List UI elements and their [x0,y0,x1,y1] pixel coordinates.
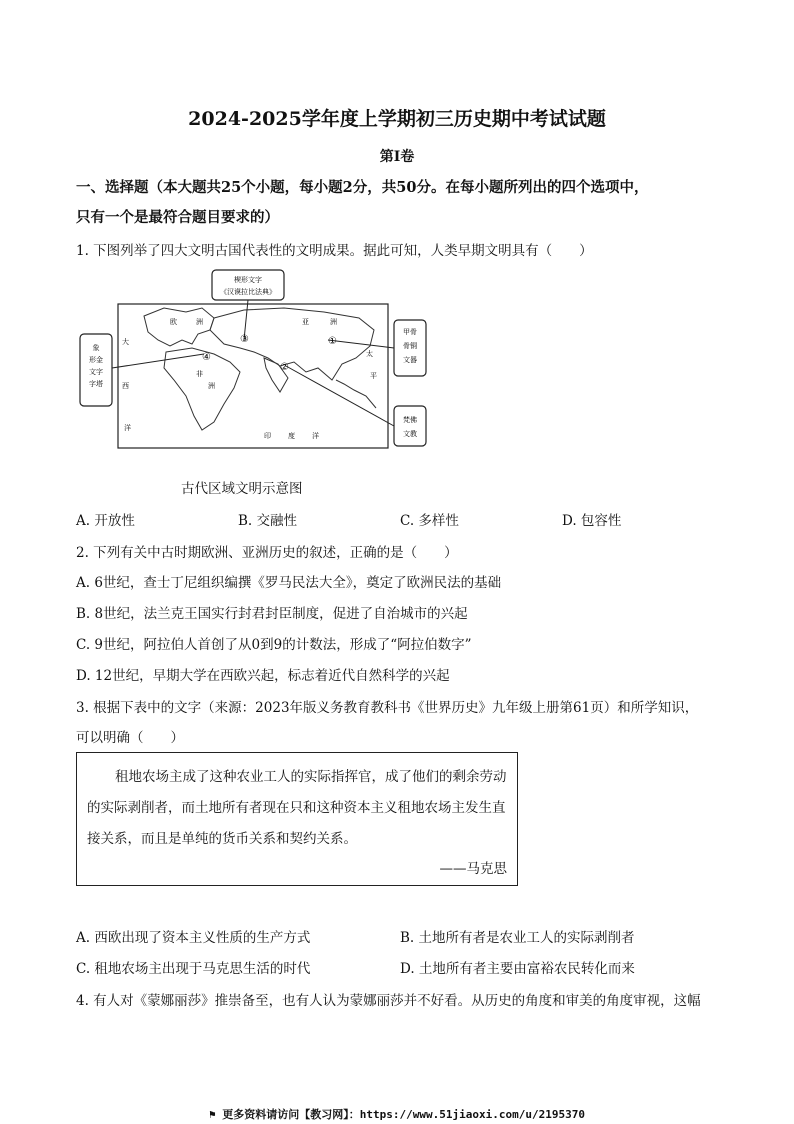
label-indian-2: 度 [288,432,295,440]
label-africa-1: 非 [196,370,203,378]
footer-link[interactable] [0,1106,794,1122]
q3-option-c[interactable]: C. 租地农场主出现于马克思生活的时代 [76,961,311,977]
q1-option-c[interactable]: C. 多样性 [400,513,459,529]
flag-icon: ⚑ [209,1108,223,1121]
label-africa-2: 洲 [208,382,215,390]
q1-option-d[interactable]: D. 包容性 [562,513,622,529]
marker-2: ② [280,362,289,373]
q2-option-c[interactable]: C. 9世纪，阿拉伯人首创了从0到9的计数法，形成了“阿拉伯数字” [76,637,472,653]
label-asia-2: 洲 [330,318,337,326]
q2-option-a[interactable]: A. 6世纪，查士丁尼组织编撰《罗马民法大全》，奠定了欧洲民法的基础 [76,575,502,591]
marker-4: ④ [202,352,211,363]
q1-stem: 1. 下图列举了四大文明古国代表性的文明成果。据此可知，人类早期文明具有（ ） [76,243,593,259]
q2-option-d[interactable]: D. 12世纪，早期大学在西欧兴起，标志着近代自然科学的兴起 [76,668,450,684]
label-europe-2: 洲 [196,318,203,326]
callout-cuneiform-line1: 楔形文字 [234,276,262,284]
callout-egypt-line3: 文字 [89,368,103,376]
callout-cuneiform-line2: 《汉谟拉比法典》 [220,288,276,296]
callout-china-line2: 骨铜 [403,342,417,350]
leader-egypt [112,354,204,368]
islands-shape [336,380,376,408]
exam-title: 2024-2025学年度上学期初三历史期中考试试题 [188,108,606,130]
section-heading-line2: 只有一个是最符合题目要求的） [76,209,279,226]
q3-option-d[interactable]: D. 土地所有者主要由富裕农民转化而来 [400,961,635,977]
q3-stem-line2: 可以明确（ ） [76,730,184,746]
volume-label: 第Ⅰ卷 [379,149,415,165]
marker-1: ① [328,336,337,347]
q4-stem: 4. 有人对《蒙娜丽莎》推崇备至，也有人认为蒙娜丽莎并不好看。从历史的角度和审美的角度审视，这幅 [76,993,701,1009]
label-indian-1: 印 [264,432,271,440]
callout-egypt-line4: 字塔 [89,380,103,388]
q3-stem-line1: 3. 根据下表中的文字（来源：2023年版义务教育教科书《世界历史》九年级上册第61页）和所学知识， [76,700,699,716]
label-atlantic-3: 洋 [124,424,131,432]
q3-option-a[interactable]: A. 西欧出现了资本主义性质的生产方式 [76,930,311,946]
quote-line-3: 接关系，而且是单纯的货币关系和契约关系。 [87,831,357,847]
label-pacific-1: 太 [366,350,373,358]
footer-text[interactable]: 更多资料请访问【教习网】：https://www.51jiaoxi.com/u/2195370 [222,1108,585,1121]
callout-egypt-line2: 形金 [89,356,103,364]
q2-option-b[interactable]: B. 8世纪，法兰克王国实行封君封臣制度，促进了自治城市的兴起 [76,606,468,622]
q3-option-b[interactable]: B. 土地所有者是农业工人的实际剥削者 [400,930,635,946]
europe-shape [144,308,214,346]
label-europe-1: 欧 [170,318,177,326]
label-indian-3: 洋 [312,432,319,440]
leader-india [286,366,394,426]
callout-india-line2: 文教 [403,430,417,438]
callout-egypt-line1: 象 [92,344,100,352]
quote-source: ——马克思 [439,861,507,877]
q1-option-b[interactable]: B. 交融性 [238,513,298,529]
callout-india-line1: 梵佛 [403,416,417,424]
label-atlantic-2: 西 [122,382,129,390]
marker-3: ③ [240,334,249,345]
ancient-civilization-map [74,268,434,468]
q2-stem: 2. 下列有关中古时期欧洲、亚洲历史的叙述，正确的是（ ） [76,545,458,561]
callout-china-line3: 文器 [403,356,417,364]
map-caption: 古代区域文明示意图 [181,481,303,497]
section-heading-line1: 一、选择题（本大题共25个小题，每小题2分，共50分。在每小题所列出的四个选项中， [76,179,649,196]
quote-line-1: 租地农场主成了这种农业工人的实际指挥官，成了他们的剩余劳动 [115,769,507,785]
quote-line-2: 的实际剥削者，而土地所有者现在只和这种资本主义租地农场主发生直 [87,800,506,816]
callout-china-line1: 甲骨 [403,328,417,336]
q3-quote-box [76,752,518,886]
q1-option-a[interactable]: A. 开放性 [76,513,135,529]
label-pacific-2: 平 [370,372,377,380]
label-atlantic-1: 大 [122,338,129,346]
map-frame [118,304,388,448]
leader-china [328,340,394,348]
label-asia-1: 亚 [302,318,309,326]
callout-india [394,406,426,446]
